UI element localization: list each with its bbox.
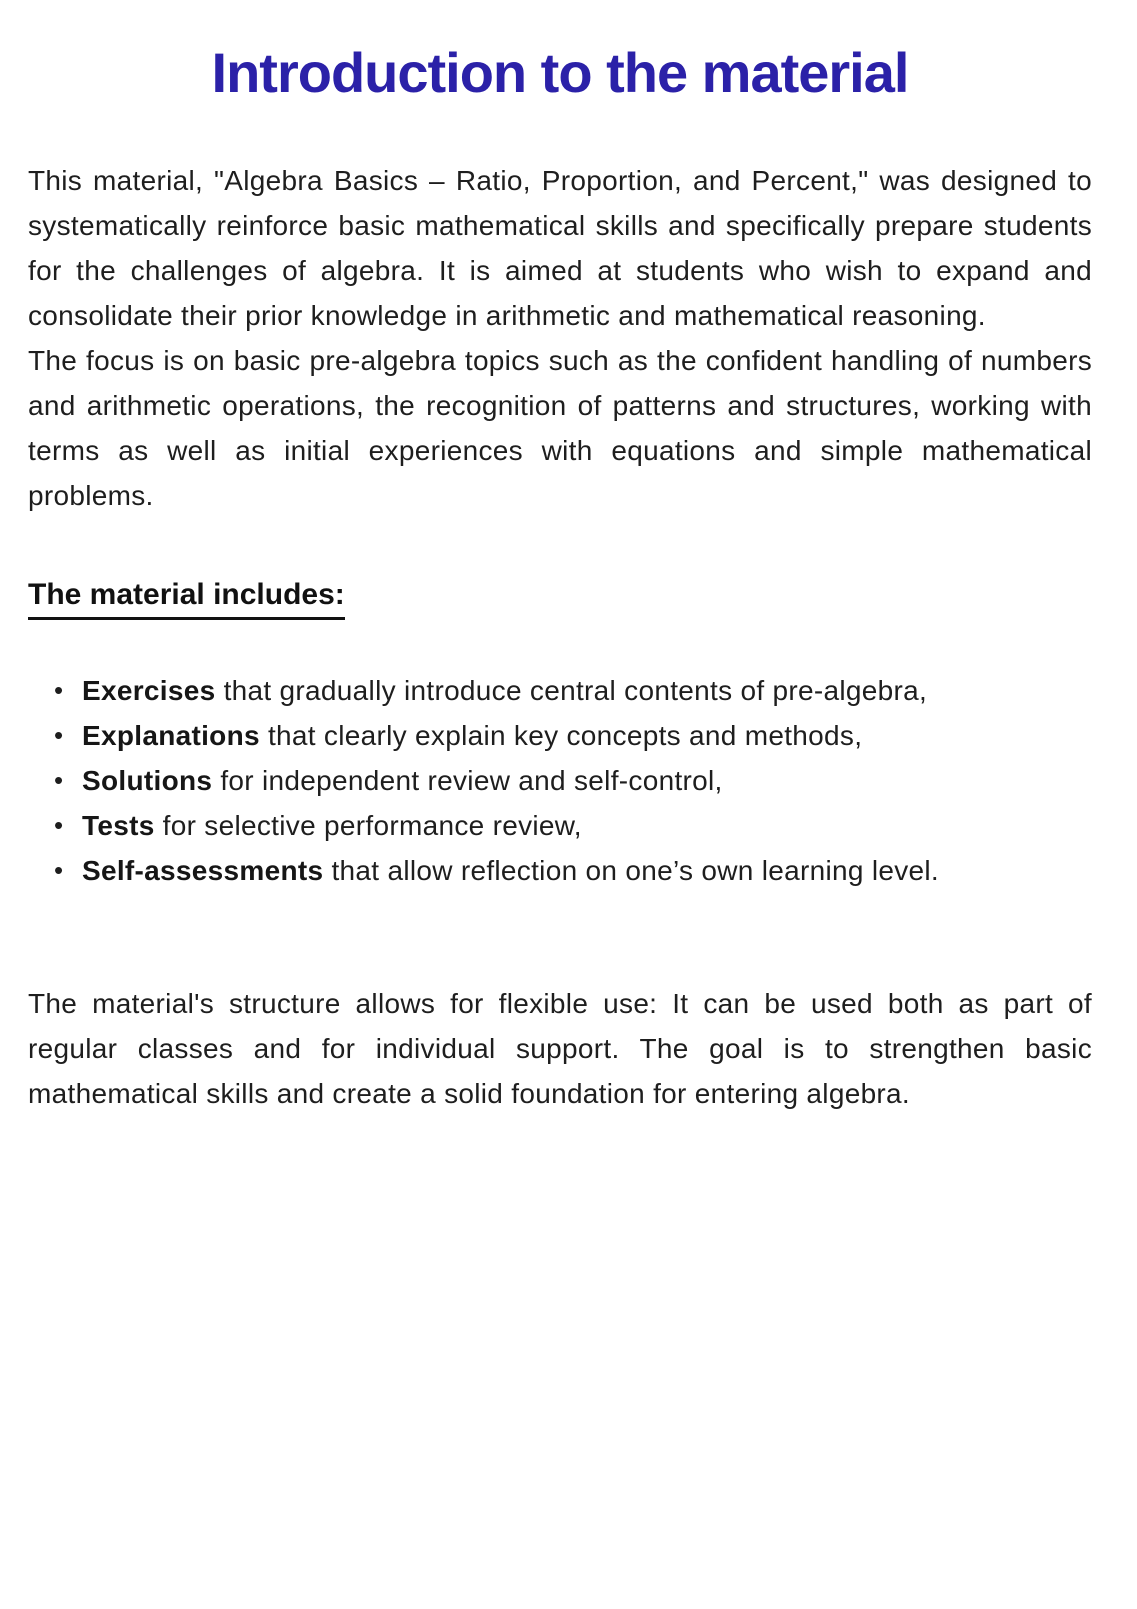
bullet-icon: •	[54, 720, 64, 750]
list-item	[54, 668, 1092, 713]
page-title: Introduction to the material	[211, 41, 909, 104]
list-item-term: Tests	[82, 810, 155, 841]
list-item-description: for selective performance review,	[154, 810, 582, 841]
list-item-description: that gradually introduce central contents of pre-algebra,	[215, 675, 928, 706]
bullet-icon: •	[54, 810, 64, 840]
list-item-term: Explanations	[82, 720, 260, 751]
list-item-description: for independent review and self-control,	[212, 765, 723, 796]
intro-paragraph-1: This material, "Algebra Basics – Ratio, Proportion, and Percent," was designed to systematically reinforce basic mathematical skills and specifically prepare students for the challenges of algebra. It is aimed at students who wish to expand and consolidate their prior knowledge in arithmetic and mathematical reasoning.	[28, 165, 1092, 331]
list-item-description: that allow reflection on one’s own learning level.	[323, 855, 939, 886]
document-content	[0, 38, 1137, 1116]
intro-section	[28, 158, 1092, 518]
closing-section	[28, 981, 1092, 1116]
bullet-icon: •	[54, 765, 64, 795]
list-item-term: Self-assessments	[82, 855, 324, 886]
bullet-icon: •	[54, 675, 64, 705]
closing-paragraph: The material's structure allows for flexible use: It can be used both as part of regular classes and for individual support. The goal is to strengthen basic mathematical skills and create a solid foundation for entering algebra.	[28, 988, 1092, 1109]
list-item	[54, 758, 1092, 803]
list-item	[54, 803, 1092, 848]
includes-heading	[28, 575, 1092, 620]
list-item	[54, 848, 1092, 893]
includes-list	[28, 668, 1092, 893]
list-item-description: that clearly explain key concepts and methods,	[259, 720, 863, 751]
intro-paragraph-2: The focus is on basic pre-algebra topics such as the confident handling of numbers and arithmetic operations, the recognition of patterns and structures, working with terms as well as initial experiences with equations and simple mathematical problems.	[28, 345, 1092, 511]
list-item	[54, 713, 1092, 758]
list-item-term: Exercises	[82, 675, 216, 706]
bullet-icon: •	[54, 855, 64, 885]
list-item-term: Solutions	[82, 765, 213, 796]
includes-heading-text: The material includes:	[28, 575, 345, 620]
